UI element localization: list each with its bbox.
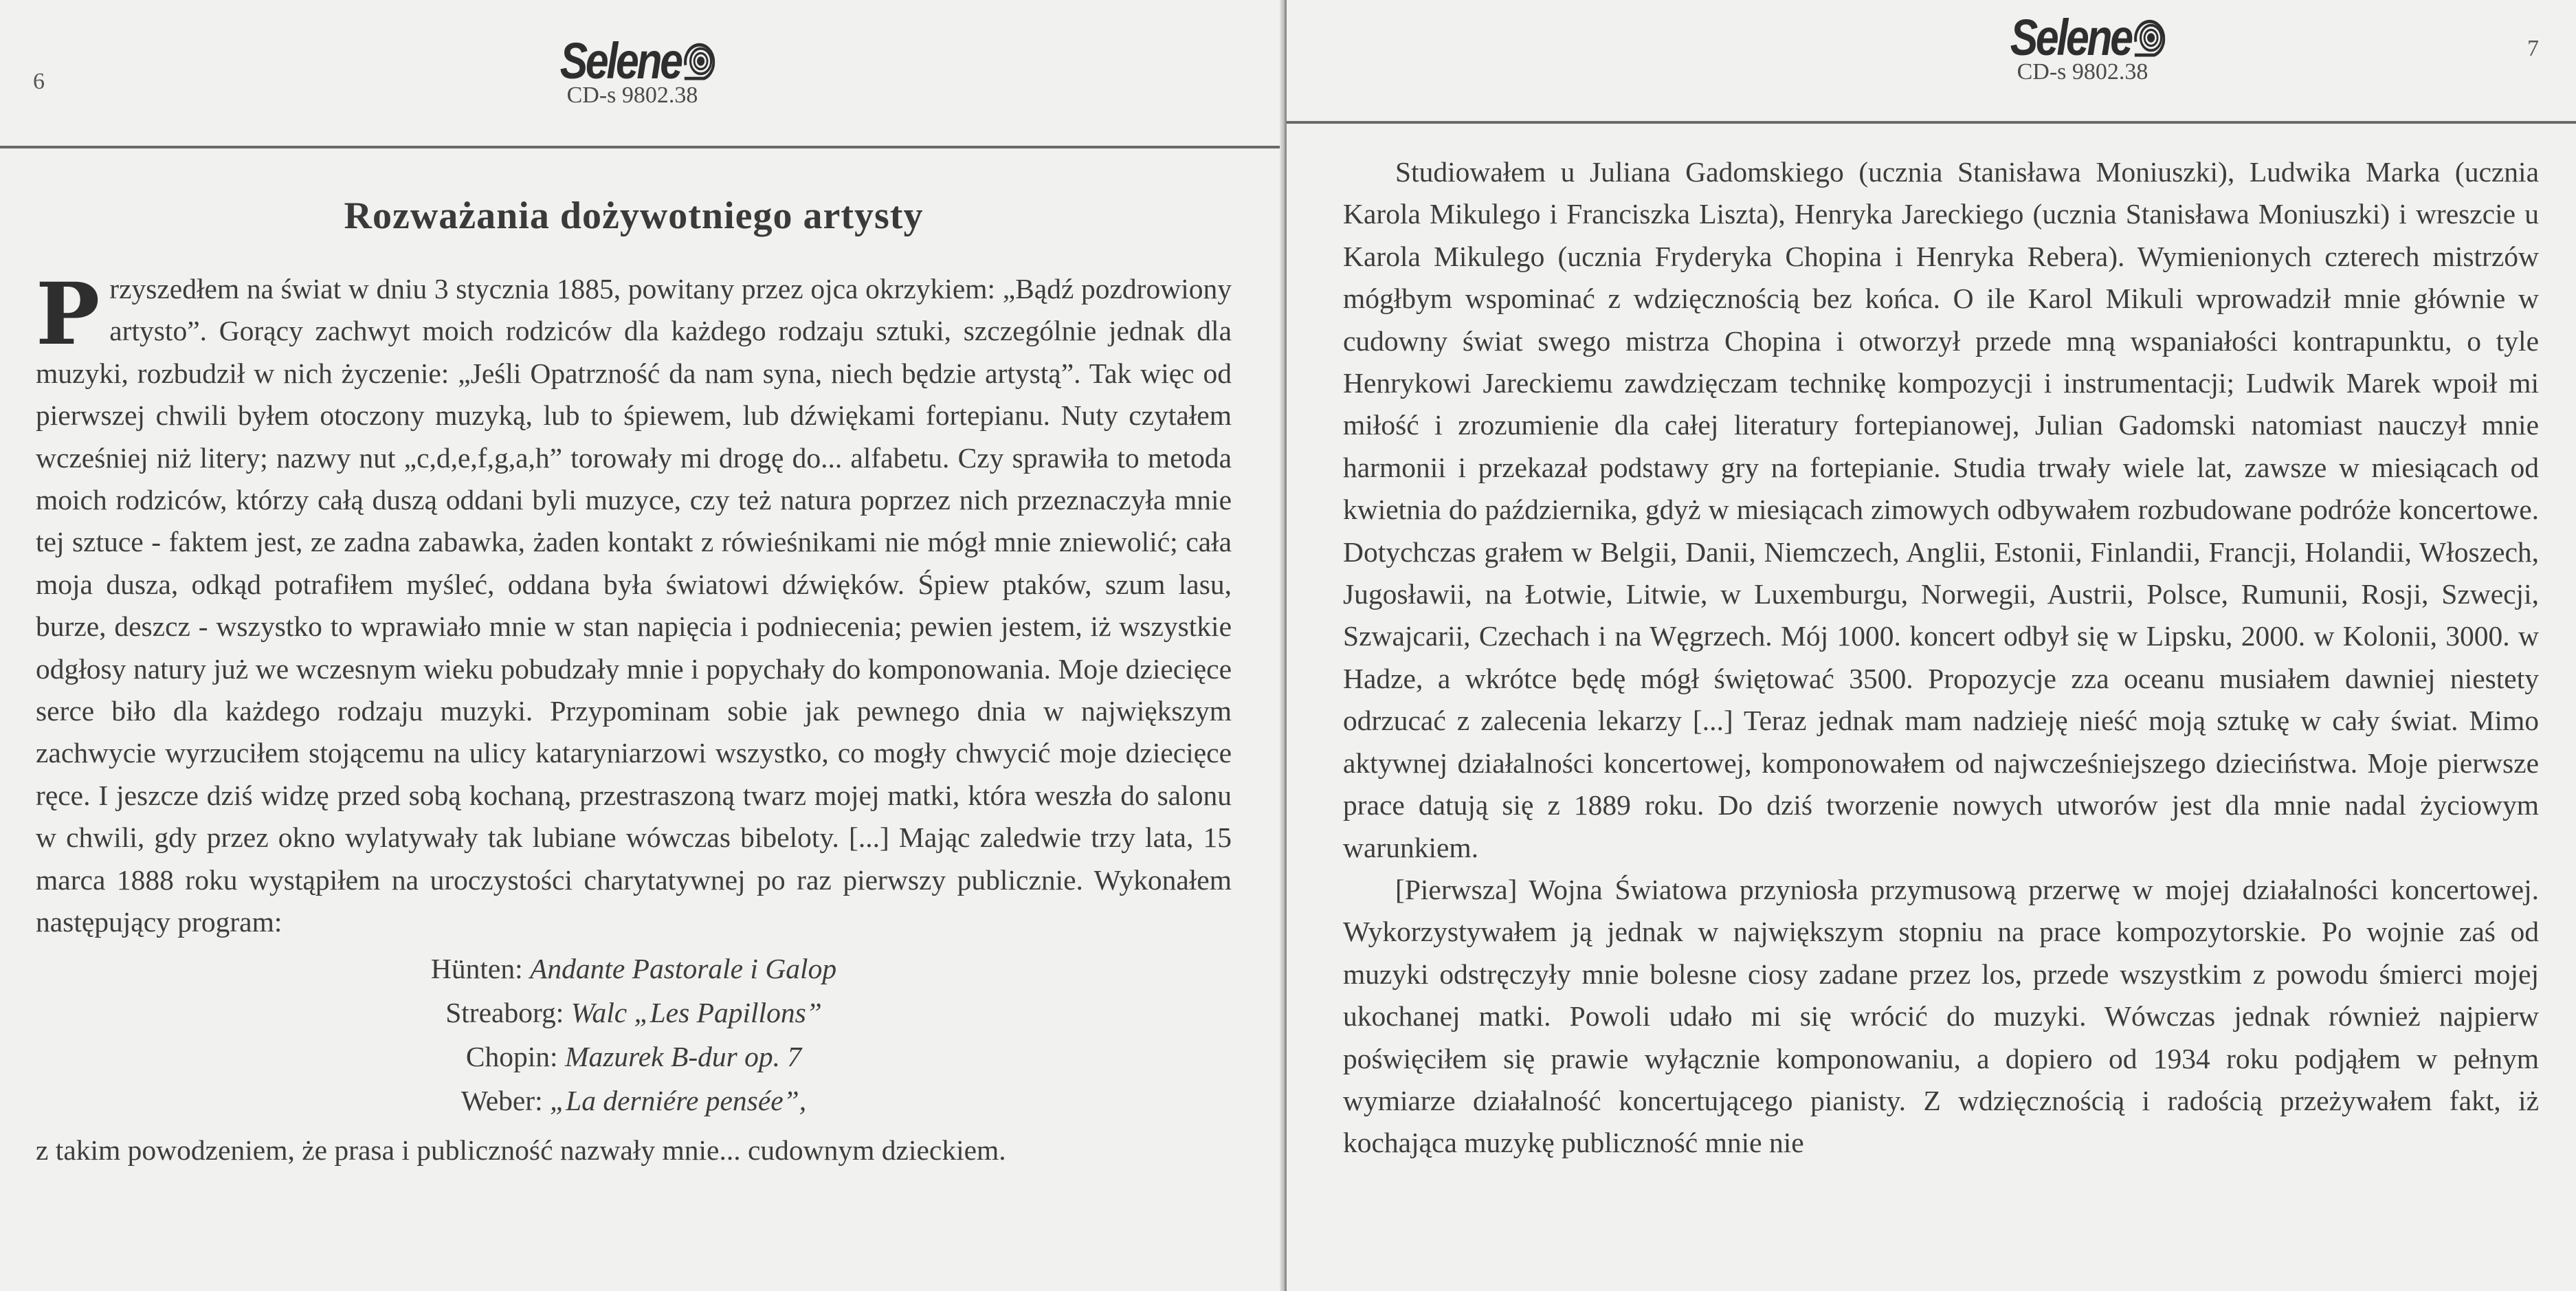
disc-icon — [2132, 18, 2165, 58]
catalog-number: CD-s 9802.38 — [566, 82, 698, 108]
selene-logo — [543, 32, 722, 108]
paragraph: Przyszedłem na świat w dniu 3 stycznia 1885, powitany przez ojca okrzykiem: „Bądź pozdrowiony artysto”. Gorący zachwyt moich rodziców dla każdego rodzaju sztuki, szczególnie jednak dla muzyki, rozbudził w nich życzenie: „Jeśli Opatrzność da nam syna, niech będzie artystą”. Tak więc od pierwszej chwili byłem otoczony muzyką, lub to śpiewem, lub dźwiękami fortepianu. Nuty czytałem wcześniej niż litery; nazwy nut „c,d,e,f,g,a,h” torowały mi drogę do... alfabetu. Czy sprawiła to metoda moich rodziców, którzy całą duszą oddani byli muzyce, czy też natura poprzez nich przeznaczyła mnie tej sztuce - faktem jest, ze zadna zabawka, żaden kontakt z rówieśnikami nie mógł mnie zniewolić; cała moja dusza, odkąd potrafiłem myśleć, oddana była światowi dźwięków. Śpiew ptaków, szum lasu, burze, deszcz - wszystko to wprawiało mnie w stan napięcia i podniecenia; pewien jestem, iż wszystkie odgłosy natury już we wczesnym wieku pobudzały mnie i popychały do komponowania. Moje dziecięce serce biło dla każdego rodzaju muzyki. Przypominam sobie jak pewnego dnia w największym zachwycie wyrzuciłem stojącemu na ulicy kataryniarzowi wszystko, co mogły chwycić moje dziecięce ręce. I jeszcze dziś widzę przed sobą kochaną, przestraszoną twarz mojej matki, która weszła do salonu w chwili, gdy przez okno wylatywały tak lubiane wówczas bibeloty. [...] Mając zaledwie trzy lata, 15 marca 1888 roku wystąpiłem na uroczystości charytatywnej po raz pierwszy publicznie. Wykonałem następujący program: — [36, 265, 1232, 938]
article-title: Rozważania dożywotniego artysty — [344, 195, 924, 237]
concert-program — [36, 947, 1232, 1123]
closing-line: z takim powodzeniem, że prasa i publiczność nazwały mnie... cudownym dzieckiem. — [36, 1134, 1006, 1166]
right-page — [1287, 0, 2576, 1291]
program-item: Streaborg: Walc „Les Papillons” — [445, 996, 822, 1028]
drop-cap: P — [36, 265, 100, 364]
disc-icon — [682, 41, 715, 81]
program-item: Chopin: Mazurek B-dur op. 7 — [465, 1040, 802, 1072]
logo-brand: Selene — [2010, 16, 2165, 59]
header-rule — [1287, 121, 2576, 124]
paragraph: Studiowałem u Juliana Gadomskiego (ucznia Stanisława Moniuszki), Ludwika Marka (ucznia Karola Mikulego i Franciszka Liszta), Henryka Jareckiego (ucznia Stanisława Moniuszki) i wreszcie u Karola Mikulego (ucznia Fryderyka Chopina i Henryka Rebera). Wymienionych czterech mistrzów mógłbym wspominać z wdzięcznością bez końca. O ile Karol Mikuli wprowadził mnie głównie w cudowny świat swego mistrza Chopina i otworzył przede mną wspaniałości kontrapunktu, o tyle Henrykowi Jareckiemu zawdzięczam technikę kompozycji i instrumentacji; Ludwik Marek wpoił mi miłość i zrozumienie dla całej literatury fortepianowej, Julian Gadomski natomiast nauczył mnie harmonii i przekazał podstawy gry na fortepianie. Studia trwały wiele lat, zawsze w miesiącach od kwietnia do października, gdyż w miesiącach zimowych odbywałem rozbudowane podróże koncertowe. Dotychczas grałem w Belgii, Danii, Niemczech, Anglii, Estonii, Finlandii, Francji, Holandii, Włoszech, Jugosławii, na Łotwie, Litwie, w Luxemburgu, Norwegii, Austrii, Polsce, Rumunii, Rosji, Szwecji, Szwajcarii, Czechach i na Węgrzech. Mój 1000. koncert odbył się w Lipsku, 2000. w Kolonii, 3000. w Hadze, a wkrótce będę mógł świętować 3500. Propozycje zza oceanu musiałem dawniej niestety odrzucać z zalecenia lekarzy [...] Teraz jednak mam nadzieję nieść moją sztukę w cały świat. Mimo aktywnej działalności koncertowej, komponowałem od najwcześniejszego dzieciństwa. Moje pierwsze prace datują się z 1889 roku. Do dziś tworzenie nowych utworów jest dla mnie nadal życiowym warunkiem. — [1343, 156, 2539, 863]
program-item: Weber: „La derniére pensée”, — [460, 1084, 807, 1116]
catalog-number: CD-s 9802.38 — [2017, 59, 2148, 85]
left-page — [0, 0, 1284, 1291]
program-item: Hünten: Andante Pastorale i Galop — [430, 952, 837, 984]
article-body — [36, 186, 1232, 1171]
logo-brand: Selene — [560, 40, 715, 82]
article-body — [1343, 151, 2539, 1165]
paragraph: [Pierwsza] Wojna Światowa przyniosła przymusową przerwę w mojej działalności koncertowej. Wykorzystywałem ją jednak w największym stopniu na prace kompozytorskie. Po wojnie zaś od muzyki odstręczyły mnie bolesne ciosy zadane przez los, przede wszystkim z powodu śmierci mojej ukochanej matki. Powoli udało mi się wrócić do muzyki. Wówczas jednak również najpierw poświęciłem się prawie wyłącznie komponowaniu, a dopiero od 1934 roku podjąłem w pełnym wymiarze działalność koncertującego pianisty. Z wdzięcznością i radością przeżywałem fakt, iż kochająca muzykę publiczność mnie nie — [1343, 873, 2539, 1159]
header-rule — [0, 146, 1284, 148]
page-number: 6 — [33, 69, 45, 94]
page-number: 7 — [2527, 36, 2539, 61]
selene-logo — [1993, 9, 2172, 85]
